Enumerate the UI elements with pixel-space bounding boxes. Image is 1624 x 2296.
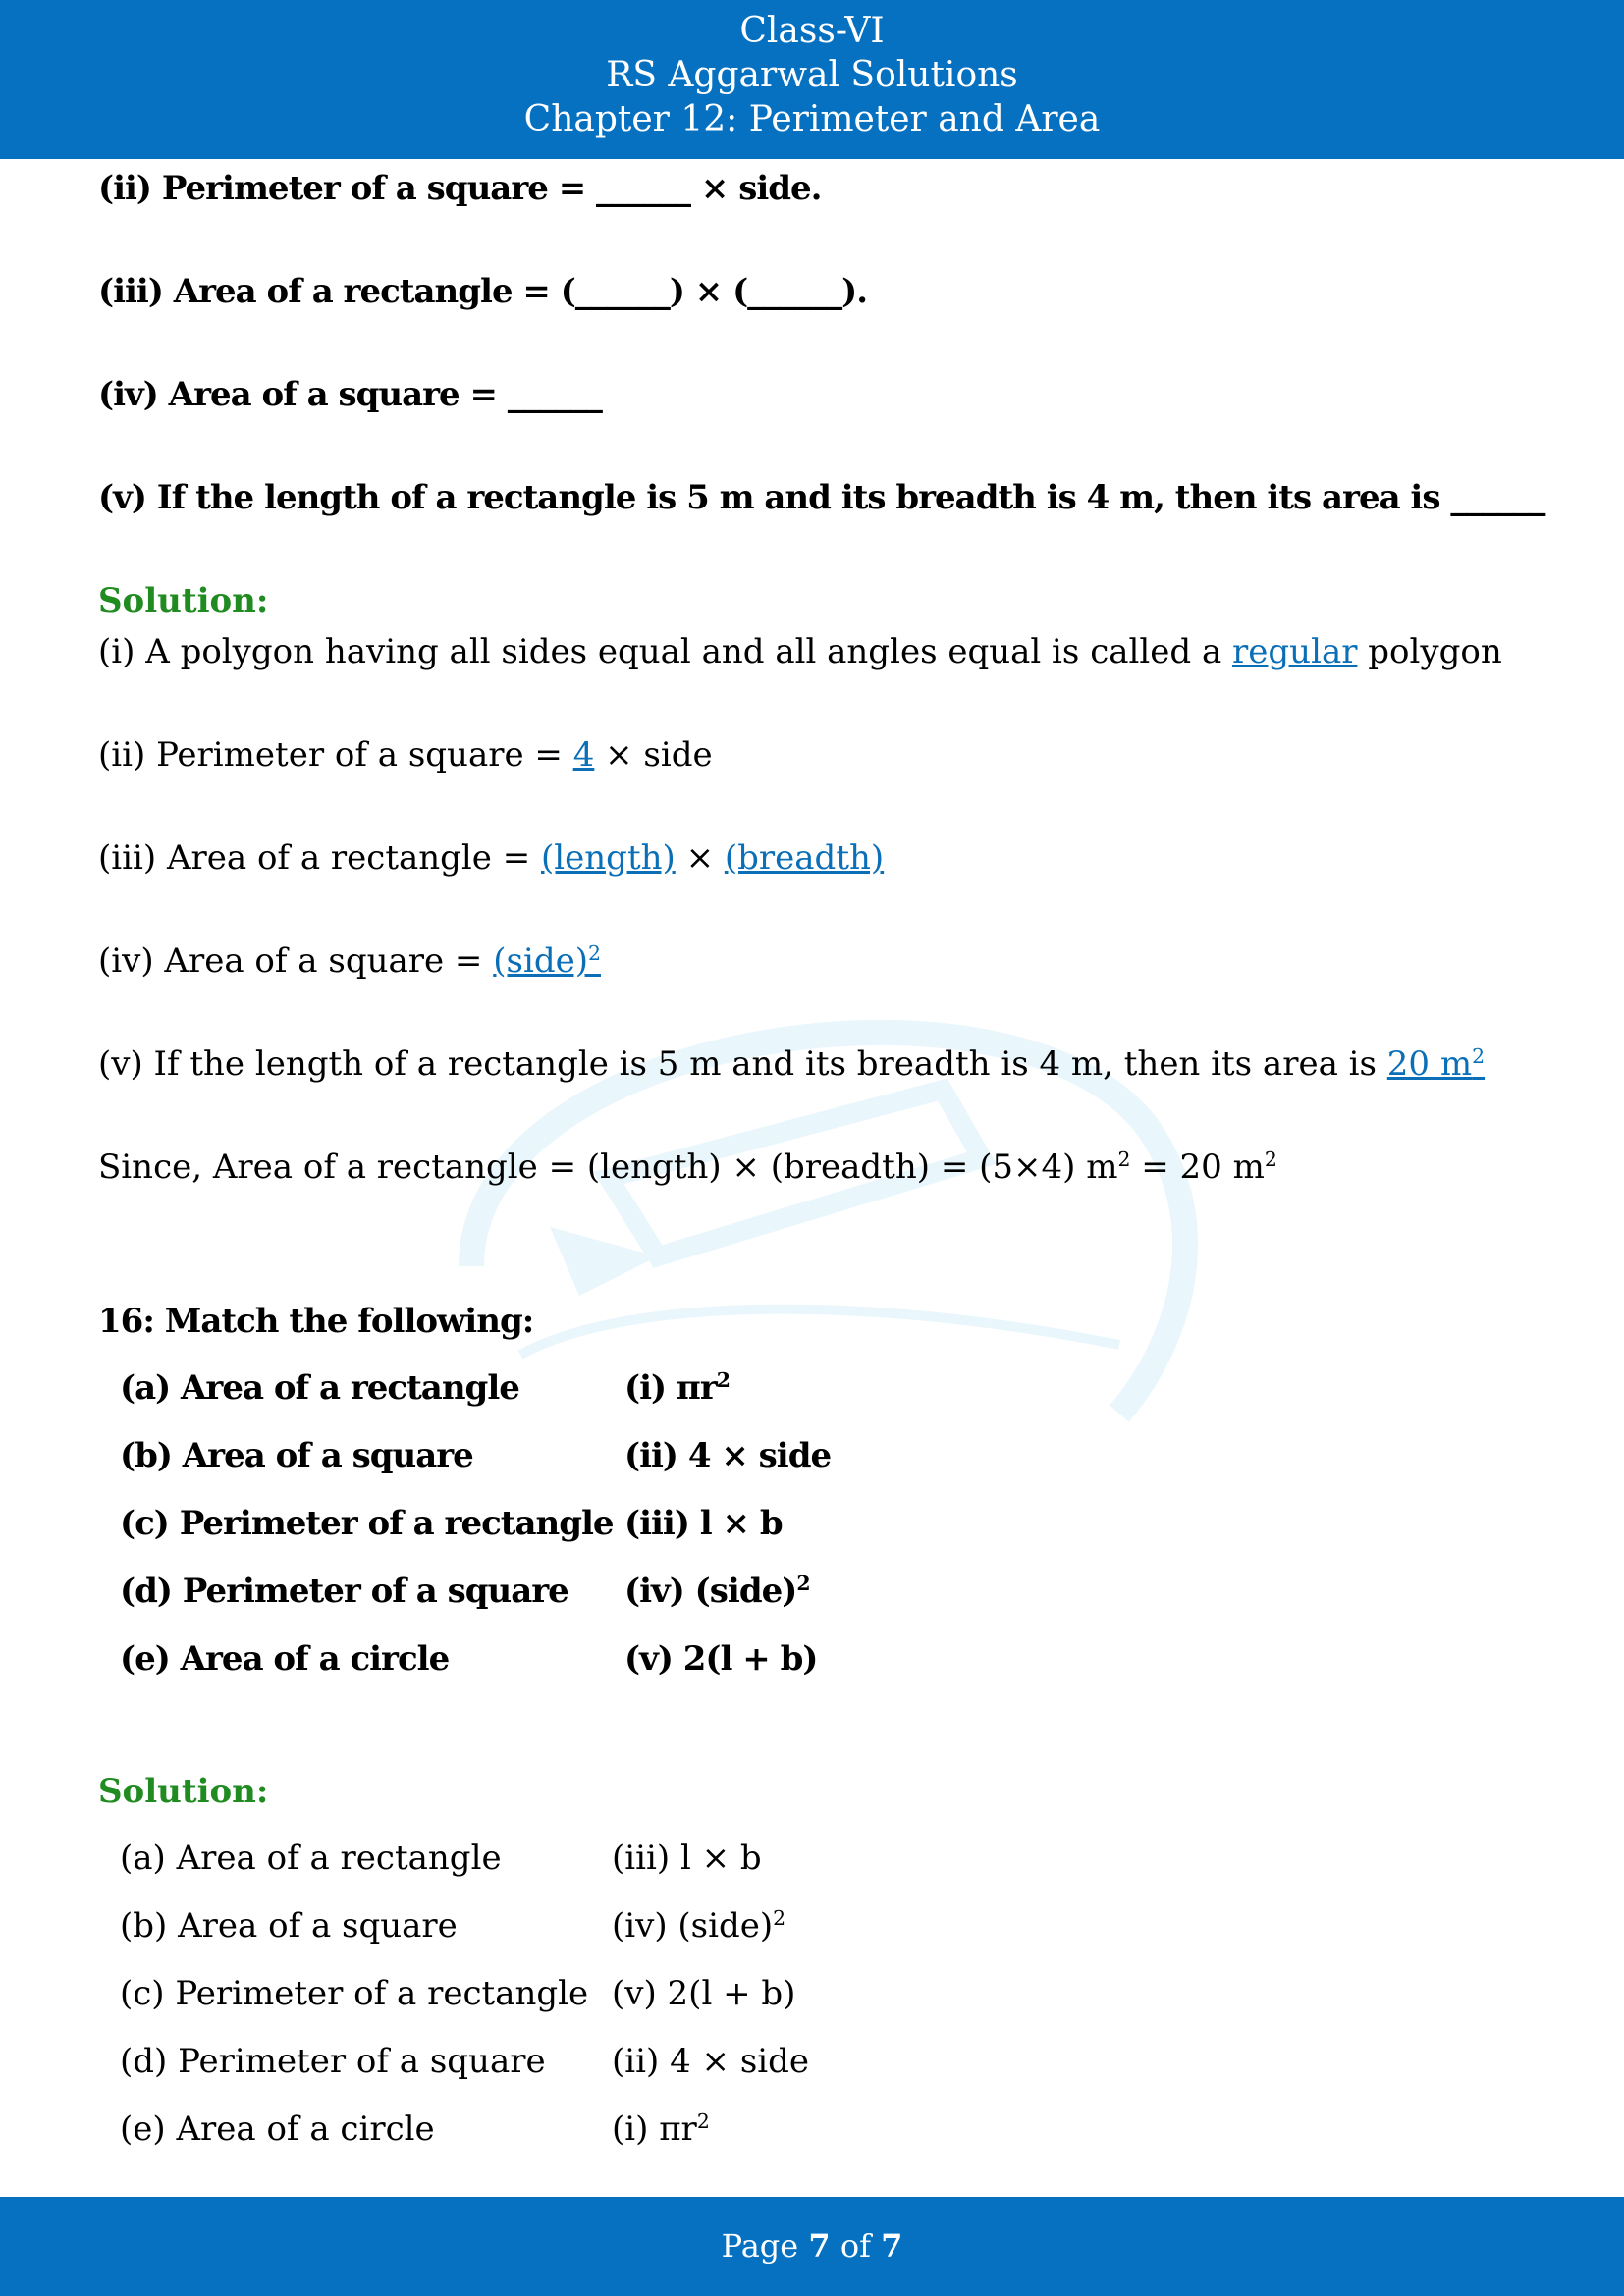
answer-fill-base: 20 m: [1386, 1044, 1473, 1084]
answer-fill: 4: [572, 735, 595, 774]
exponent: 2: [796, 1571, 810, 1595]
answer-text: (iv) Area of a square =: [98, 941, 494, 981]
exponent: 2: [587, 940, 601, 965]
solution-heading-16: Solution:: [98, 1772, 269, 1811]
question-16-title: 16: Match the following:: [98, 1302, 534, 1341]
match-left-item: (e) Area of a circle: [120, 2109, 435, 2149]
answer-text: (i) A polygon having all sides equal and all angles equal is called a: [98, 632, 1233, 671]
explanation-text: Since, Area of a rectangle = (length) × (breadth) = (5×4) m: [98, 1148, 1118, 1187]
question-iv: (iv) Area of a square = ______: [98, 375, 602, 414]
match-right-text: (v) 2(l + b): [624, 1639, 818, 1679]
question-ii: (ii) Perimeter of a square = ______ × side.: [98, 169, 822, 208]
match-right-text: (ii) 4 × side: [624, 1436, 832, 1475]
exponent: 2: [1264, 1147, 1277, 1171]
match-right-text: (iv) (side): [624, 1572, 797, 1611]
header-chapter: Chapter 12: Perimeter and Area: [523, 99, 1101, 139]
question-iii: (iii) Area of a rectangle = (______) × (______).: [98, 272, 868, 311]
match-right-item: [624, 1366, 730, 1410]
answer-i: [98, 630, 1502, 673]
explanation-text: = 20 m: [1130, 1148, 1265, 1187]
answer-fill: regular: [1232, 632, 1358, 671]
answer-text: (iii) Area of a rectangle =: [98, 838, 542, 878]
answer-fill: (length): [541, 838, 676, 878]
answer-text: (ii) Perimeter of a square =: [98, 735, 573, 774]
answer-text: polygon: [1357, 632, 1502, 671]
answer-explanation: [98, 1146, 1277, 1189]
footer-of-label: of: [830, 2227, 882, 2265]
match-left-item: (c) Perimeter of a rectangle: [120, 1504, 614, 1543]
match-left-item: (e) Area of a circle: [120, 1639, 450, 1679]
answer-fill: (breadth): [724, 838, 885, 878]
answer-ii: [98, 733, 713, 776]
answer-iii: [98, 836, 884, 880]
solution-heading: Solution:: [98, 581, 269, 620]
match-right-text: (i) πr: [624, 1368, 717, 1408]
match-right-item: [612, 2040, 809, 2083]
match-left-item: (d) Perimeter of a square: [120, 1572, 568, 1611]
match-right-item: [612, 2108, 710, 2151]
match-left-item: (a) Area of a rectangle: [120, 1368, 519, 1408]
match-right-text: (iii) l × b: [624, 1504, 783, 1543]
match-right-item: [624, 1570, 810, 1613]
match-right-text: (iv) (side): [612, 1906, 774, 1946]
match-left-item: (b) Area of a square: [120, 1906, 458, 1946]
header-class: Class-VI: [739, 11, 885, 51]
match-left-item: (c) Perimeter of a rectangle: [120, 1974, 589, 2013]
match-right-item: [612, 1837, 762, 1880]
match-left-item: (a) Area of a rectangle: [120, 1839, 502, 1878]
answer-text: ×: [675, 838, 725, 878]
answer-fill: [1387, 1044, 1485, 1084]
answer-iv: [98, 939, 601, 983]
question-v: (v) If the length of a rectangle is 5 m and its breadth is 4 m, then its area is ______: [98, 478, 1545, 517]
answer-fill-base: (side): [493, 941, 588, 981]
match-right-item: [612, 1904, 785, 1948]
match-right-text: (v) 2(l + b): [612, 1974, 796, 2013]
answer-fill: [493, 941, 601, 981]
match-left-item: (b) Area of a square: [120, 1436, 473, 1475]
exponent: 2: [1472, 1043, 1486, 1068]
page-header: [0, 0, 1624, 159]
answer-v: [98, 1042, 1485, 1086]
match-right-item: [624, 1502, 783, 1545]
page-footer: [0, 2197, 1624, 2296]
match-right-text: (iii) l × b: [612, 1839, 762, 1878]
exponent: 2: [773, 1905, 786, 1930]
match-right-item: [624, 1434, 831, 1477]
match-right-item: [612, 1972, 795, 2015]
match-right-text: (ii) 4 × side: [612, 2042, 810, 2081]
answer-text: × side: [594, 735, 713, 774]
exponent: 2: [716, 1367, 730, 1392]
exponent: 2: [696, 2109, 710, 2133]
answer-text: (v) If the length of a rectangle is 5 m and its breadth is 4 m, then its area is: [98, 1044, 1387, 1084]
match-left-item: (d) Perimeter of a square: [120, 2042, 546, 2081]
match-right-item: [624, 1637, 817, 1681]
header-book: RS Aggarwal Solutions: [606, 55, 1018, 95]
footer-page-number: 7: [808, 2227, 831, 2265]
match-right-text: (i) πr: [612, 2109, 697, 2149]
footer-page-label: Page: [721, 2227, 809, 2265]
exponent: 2: [1117, 1147, 1131, 1171]
footer-page-total: 7: [881, 2227, 903, 2265]
